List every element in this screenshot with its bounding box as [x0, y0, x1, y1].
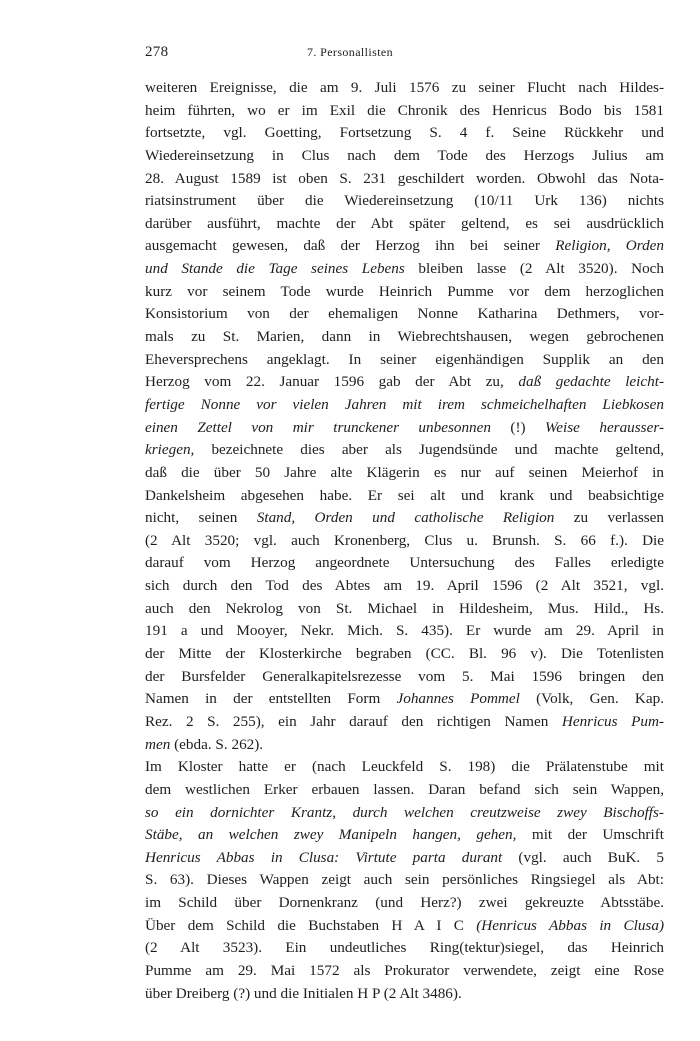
text-line: [145, 688, 664, 711]
text-line: [145, 417, 664, 440]
text-line: [145, 983, 664, 1006]
text-line: [145, 711, 664, 734]
text-run: im Schild über Dornenkranz (und Herz?) zwei gekreuzte Abtsstäbe.: [145, 894, 664, 912]
text-run: (2 Alt 3520; vgl. auch Kronenberg, Clus u. Brunsh. S. 66 f.). Die: [145, 531, 664, 549]
text-line: [145, 847, 664, 870]
text-line: [145, 281, 664, 304]
text-run: Über dem Schild die Buchstaben H A I C: [145, 916, 477, 934]
italic-text: Henricus Pum-: [561, 712, 664, 730]
italic-text: und Stande die Tage seines Lebens: [145, 260, 405, 278]
text-run: 191 a und Mooyer, Nekr. Mich. S. 435). Er wurde am 29. April in: [145, 622, 664, 640]
text-run: Rez. 2 S. 255), ein Jahr darauf den richtigen Namen: [145, 712, 562, 730]
text-line: [145, 960, 664, 983]
text-run: (ebda. S. 262).: [170, 735, 264, 753]
text-run: darüber ausführt, machte der Abt später geltend, es sei ausdrücklich: [145, 214, 664, 232]
text-line: [145, 235, 664, 258]
italic-text: Weise heraussеr-: [545, 418, 665, 436]
text-run: fortsetzte, vgl. Goetting, Fortsetzung S. 4 f. Seine Rückkehr und: [145, 124, 664, 142]
text-run: S. 63). Dieses Wappen zeigt auch sein persönliches Ringsiegel als Abt:: [145, 871, 664, 889]
text-line: [145, 462, 664, 485]
text-run: ausgemacht gewesen, daß der Herzog ihn bei seiner: [145, 237, 556, 255]
text-line: [145, 892, 664, 915]
text-run: Im Kloster hatte er (nach Leuckfeld S. 198) die Prälatenstube mit: [145, 758, 664, 776]
text-line: [145, 190, 664, 213]
text-line: [145, 575, 664, 598]
text-run: Dankelsheim abgesehen habe. Er sei alt und krank und beabsichtige: [145, 486, 664, 504]
italic-text: so ein dornichter Krantz, durch welchen creutzweise zwey Bischoffs-: [145, 803, 664, 821]
text-run: Herzog vom 22. Januar 1596 gab der Abt zu,: [145, 373, 519, 391]
text-run: daß die über 50 Jahre alte Klägerin es nur auf seinen Meierhof in: [145, 463, 664, 481]
italic-text: Johannes Pommel: [396, 690, 520, 708]
italic-text: (Henricus Abbas in Clusa): [476, 916, 664, 934]
text-line: [145, 371, 664, 394]
text-run: der Mitte der Klosterkirche begraben (CC. Bl. 96 v). Die Totenlisten: [145, 645, 664, 663]
text-run: kurz vor seinem Tode wurde Heinrich Pumme vor dem herzoglichen: [145, 282, 664, 300]
italic-text: men: [145, 735, 171, 753]
text-run: (vgl. auch BuK. 5: [502, 848, 664, 866]
running-head: 7. Personallisten: [306, 45, 394, 59]
text-run: (Volk, Gen. Kap.: [519, 690, 664, 708]
text-run: Wiedereinsetzung in Clus nach dem Tode des Herzogs Julius am: [145, 146, 664, 164]
paragraph-1: [145, 77, 664, 756]
text-line: [145, 937, 664, 960]
text-run: der Bursfelder Generalkapitelsrezesse vom 5. Mai 1596 bringen den: [145, 667, 664, 685]
text-line: [145, 802, 664, 825]
text-line: [145, 598, 664, 621]
text-line: [145, 530, 664, 553]
text-run: darauf vom Herzog angeordnete Untersuchung des Falles erledigte: [145, 554, 664, 572]
text-run: nicht, seinen: [145, 509, 257, 527]
text-line: [145, 869, 664, 892]
text-line: [145, 349, 664, 372]
page-number: 278: [145, 44, 169, 60]
text-run: sich durch den Tod des Abtes am 19. April 1596 (2 Alt 3521, vgl.: [145, 577, 664, 595]
text-line: [145, 643, 664, 666]
text-line: [145, 394, 664, 417]
text-run: 28. August 1589 ist oben S. 231 geschildert worden. Obwohl das Nota-: [145, 169, 664, 187]
text-run: (!): [491, 418, 546, 436]
italic-text: fertige Nonne vor vielen Jahren mit irem schmeichelhaften Liebkosen: [145, 395, 664, 413]
text-run: Eheversprechens angeklagt. In seiner eigenhändigen Supplik an den: [145, 350, 664, 368]
text-run: (2 Alt 3523). Ein undeutliches Ring(tektur)siegel, das Heinrich: [145, 939, 664, 957]
text-run: mals zu St. Marien, dann in Wiebrechtshausen, wegen gebrochenen: [145, 328, 664, 346]
text-run: weiteren Ereignisse, die am 9. Juli 1576 zu seiner Flucht nach Hildes-: [145, 79, 664, 96]
text-line: [145, 915, 664, 938]
italic-text: kriegen,: [145, 441, 195, 459]
text-line: [145, 666, 664, 689]
text-run: Konsistorium von der ehemaligen Nonne Katharina Dethmers, vor-: [145, 305, 664, 323]
italic-text: Henricus Abbas in Clusa: Virtute parta durant: [145, 848, 503, 866]
text-run: dem westlichen Erker erbauen lassen. Daran befand sich sein Wappen,: [145, 780, 664, 798]
text-line: [145, 439, 664, 462]
text-line: [145, 779, 664, 802]
paragraph-2: [145, 756, 664, 1005]
text-line: [145, 756, 664, 779]
italic-text: einen Zettel von mir trunckener unbesonnen: [145, 418, 491, 436]
text-line: [145, 485, 664, 508]
text-line: [145, 168, 664, 191]
italic-text: Stäbe, an welchen zwey Manipeln hangen, gehen,: [145, 826, 517, 844]
text-run: bezeichnete dies aber als Jugendsünde und machte geltend,: [194, 441, 664, 459]
text-line: [145, 734, 664, 757]
body-text: [145, 77, 664, 1005]
text-line: [145, 303, 664, 326]
text-line: [145, 145, 664, 168]
text-line: [145, 258, 664, 281]
text-line: [145, 326, 664, 349]
text-run: auch den Nekrolog von St. Michael in Hildesheim, Mus. Hild., Hs.: [145, 599, 664, 617]
text-line: [145, 122, 664, 145]
text-line: [145, 824, 664, 847]
text-line: [145, 620, 664, 643]
italic-text: daß gedachte leicht-: [518, 373, 664, 391]
text-line: [145, 552, 664, 575]
italic-text: Stand, Orden und catholische Religion: [256, 509, 555, 527]
text-run: bleiben lasse (2 Alt 3520). Noch: [404, 260, 664, 278]
text-run: zu verlassen: [554, 509, 665, 527]
text-line: [145, 213, 664, 236]
text-run: Namen in der entstellten Form: [145, 690, 397, 708]
text-run: heim führten, wo er im Exil die Chronik des Henricus Bodo bis 1581: [145, 101, 664, 119]
italic-text: Religion, Orden: [555, 237, 665, 255]
text-line: [145, 100, 664, 123]
text-run: über Dreiberg (?) und die Initialen H P (2 Alt 3486).: [145, 984, 462, 1002]
text-run: mit der Umschrift: [516, 826, 664, 844]
text-line: [145, 507, 664, 530]
text-line: [145, 77, 664, 100]
text-run: Pumme am 29. Mai 1572 als Prokurator verwendete, zeigt eine Rose: [145, 961, 664, 979]
text-run: riatsinstrument über die Wiedereinsetzung (10/11 Urk 136) nichts: [145, 192, 664, 210]
